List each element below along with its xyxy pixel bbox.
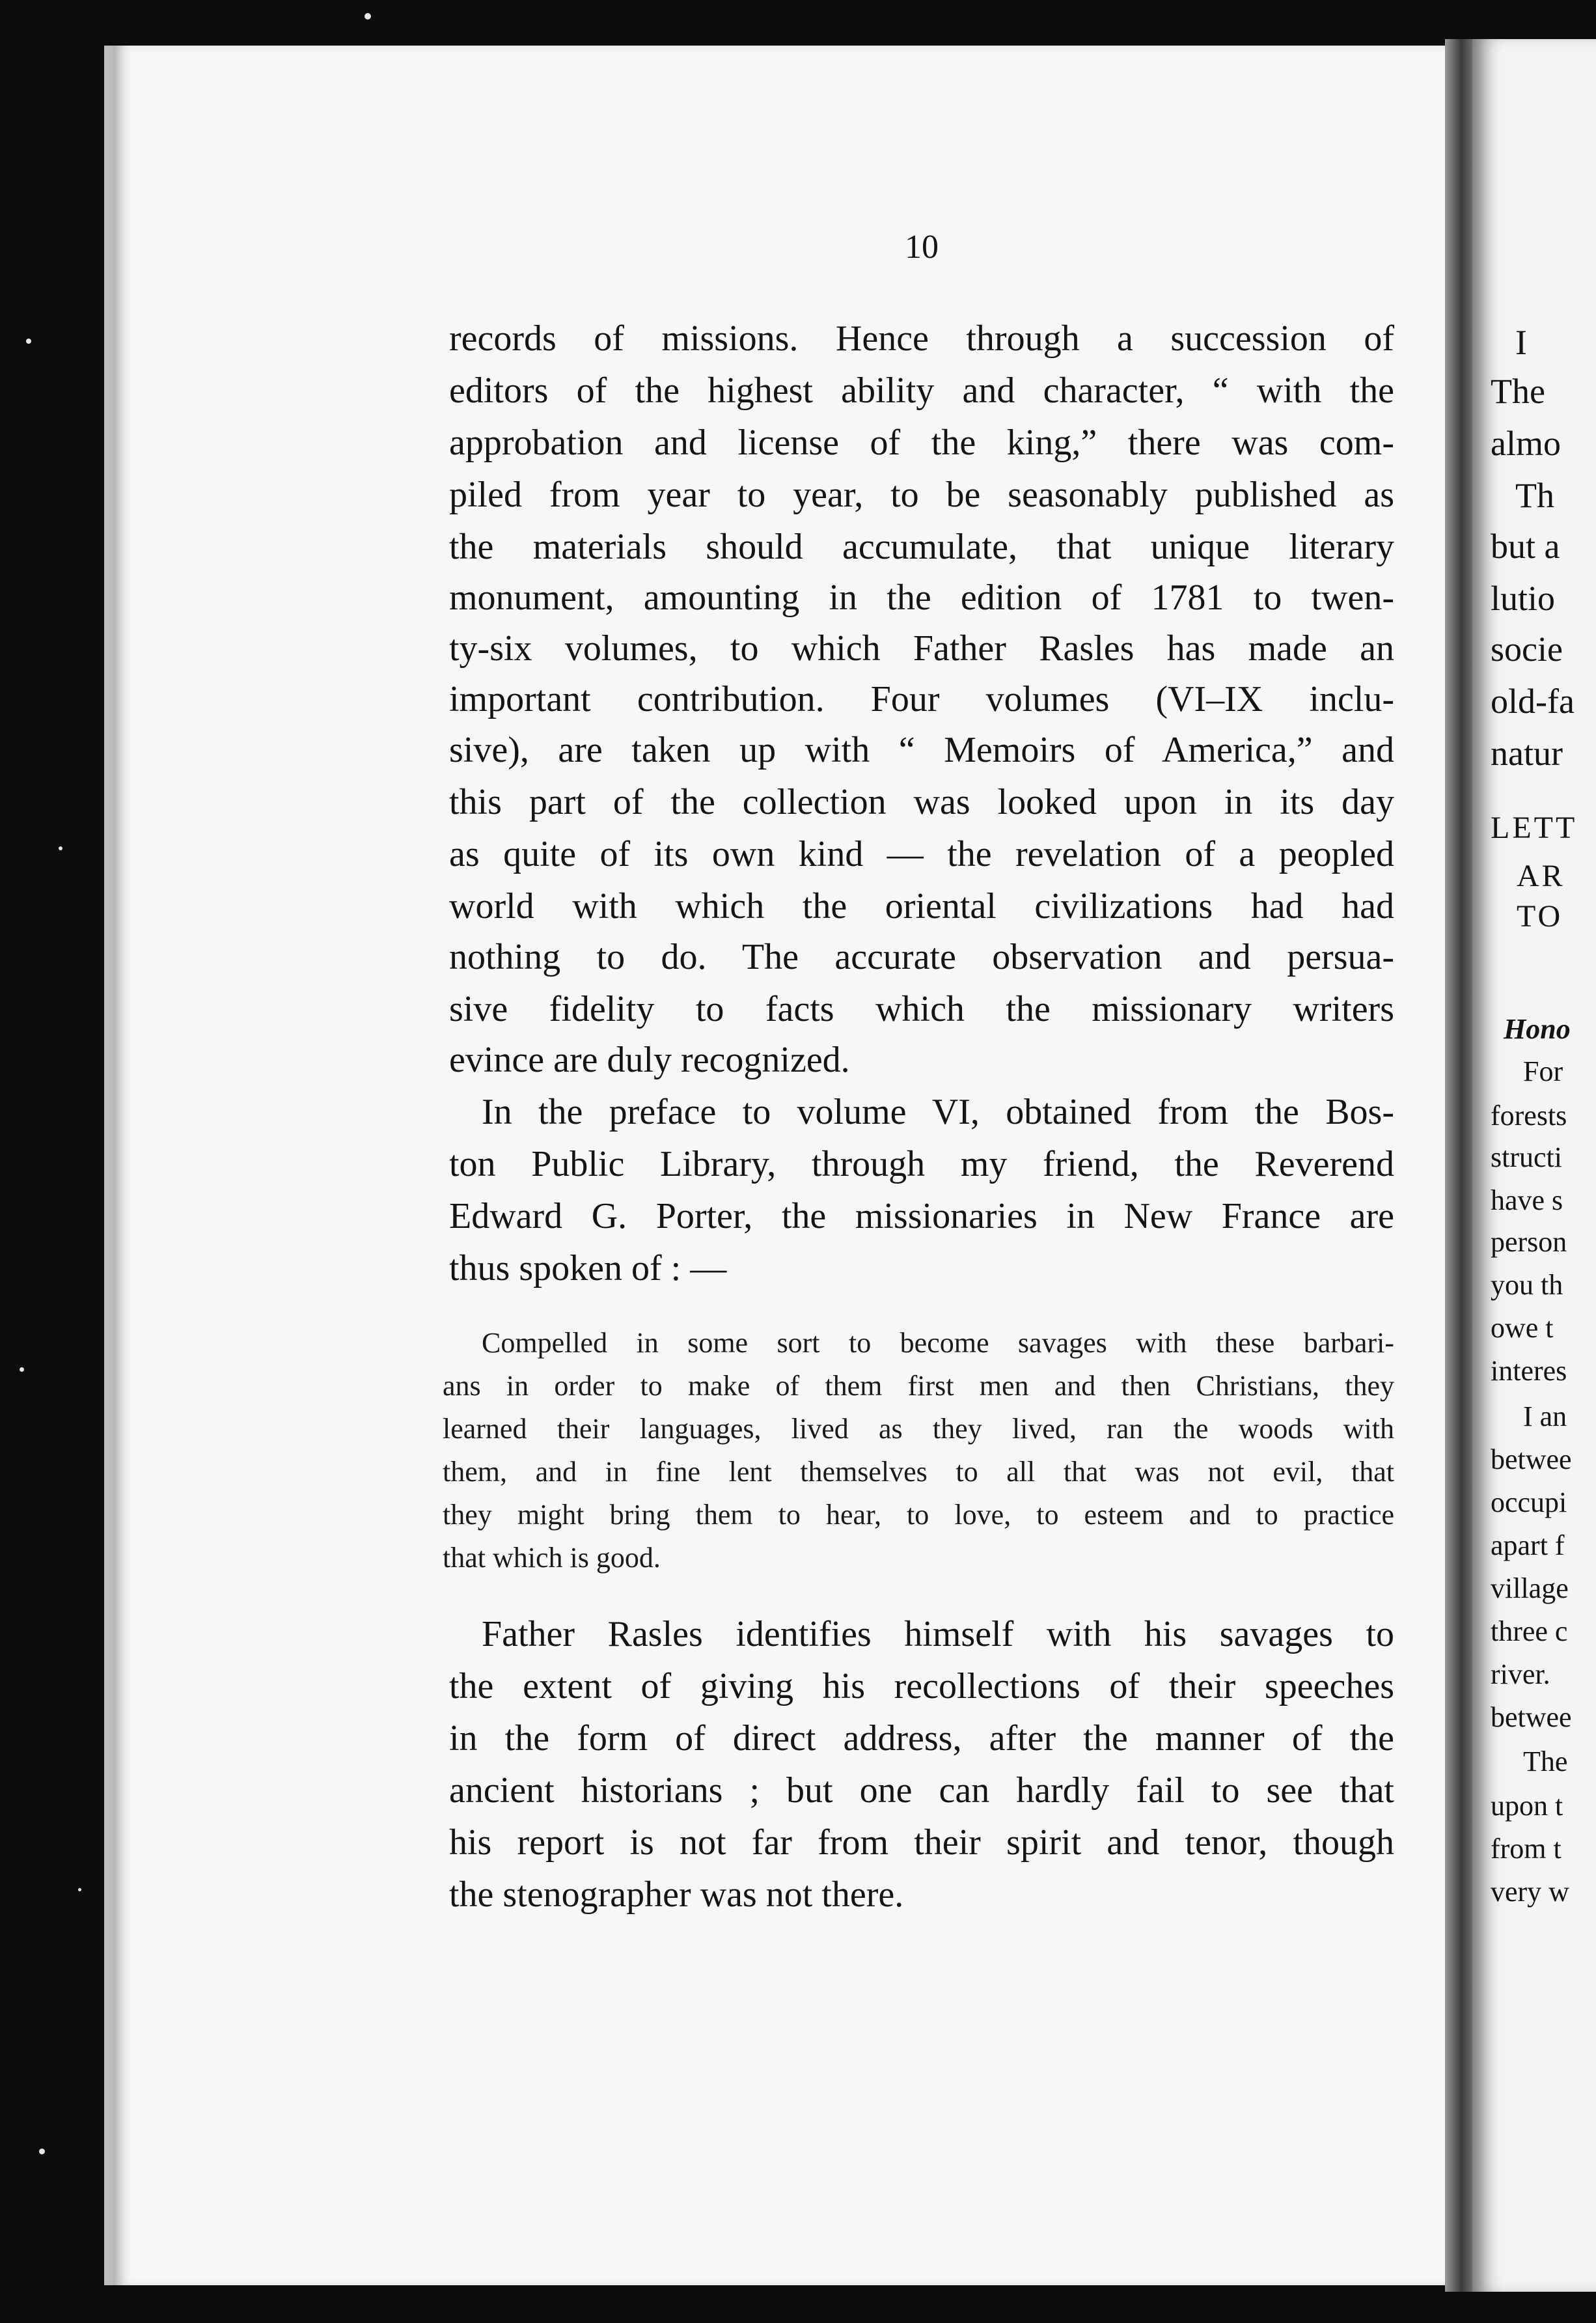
right-page-fragment: betwee bbox=[1491, 1443, 1572, 1475]
right-page-fragment: occupi bbox=[1491, 1486, 1567, 1518]
body-line: world with which the oriental civilizations had had bbox=[449, 886, 1394, 926]
body-line: this part of the collection was looked upon in its day bbox=[449, 782, 1394, 822]
right-page-fragment: Hono bbox=[1504, 1013, 1571, 1045]
body-line: as quite of its own kind — the revelation of a peopled bbox=[449, 834, 1394, 874]
body-line: monument, amounting in the edition of 1781 to twen- bbox=[449, 577, 1394, 618]
right-page-fragment: you th bbox=[1491, 1269, 1563, 1301]
scan-speck bbox=[20, 1367, 24, 1372]
right-page-fragment: but a bbox=[1491, 527, 1560, 566]
right-page-fragment: three c bbox=[1491, 1615, 1568, 1647]
quote-line: them, and in fine lent themselves to all that was not evil, that bbox=[443, 1456, 1394, 1488]
right-page-fragment: old-fa bbox=[1491, 682, 1575, 721]
right-page-fragment: village bbox=[1491, 1572, 1569, 1604]
right-page-fragment: almo bbox=[1491, 424, 1561, 463]
right-page-fragment: betwee bbox=[1491, 1701, 1572, 1733]
body-line: the stenographer was not there. bbox=[449, 1874, 904, 1915]
body-line: editors of the highest ability and character, “ with the bbox=[449, 370, 1394, 411]
right-page-fragment: TO bbox=[1517, 899, 1563, 934]
scan-speck bbox=[39, 2149, 45, 2154]
right-page-fragment: LETT bbox=[1491, 811, 1578, 845]
body-line: approbation and license of the king,” there was com- bbox=[449, 423, 1394, 463]
body-line: Father Rasles identifies himself with his savages to bbox=[482, 1614, 1394, 1654]
body-line: nothing to do. The accurate observation and persua- bbox=[449, 937, 1394, 977]
body-line: in the form of direct address, after the manner of the bbox=[449, 1718, 1394, 1759]
page-number: 10 bbox=[905, 229, 939, 266]
book-gutter bbox=[1445, 39, 1472, 2292]
right-page-fragment: lutio bbox=[1491, 579, 1556, 618]
right-page-fragment: Th bbox=[1515, 476, 1554, 515]
body-line: ton Public Library, through my friend, the Reverend bbox=[449, 1144, 1394, 1184]
body-line: evince are duly recognized. bbox=[449, 1040, 850, 1080]
right-page-fragment: very w bbox=[1491, 1876, 1569, 1908]
right-page-fragment: The bbox=[1523, 1746, 1568, 1777]
quote-line: Compelled in some sort to become savages with these barbari- bbox=[482, 1327, 1394, 1359]
right-page-fragment: river. bbox=[1491, 1658, 1550, 1690]
body-line: sive fidelity to facts which the missionary writers bbox=[449, 989, 1394, 1029]
right-page-fragment: have s bbox=[1491, 1184, 1563, 1216]
body-line: records of missions. Hence through a succession of bbox=[449, 318, 1394, 359]
body-line: piled from year to year, to be seasonably published as bbox=[449, 475, 1394, 515]
quote-line: learned their languages, lived as they lived, ran the woods with bbox=[443, 1413, 1394, 1445]
right-page-fragment: apart f bbox=[1491, 1529, 1565, 1561]
right-page-fragment: natur bbox=[1491, 734, 1563, 773]
right-page-fragment: socie bbox=[1491, 630, 1563, 669]
right-page-fragment: For bbox=[1523, 1055, 1563, 1087]
quote-line: that which is good. bbox=[443, 1542, 661, 1574]
body-line: the materials should accumulate, that unique literary bbox=[449, 527, 1394, 567]
right-page-fragment: AR bbox=[1517, 859, 1565, 893]
body-line: sive), are taken up with “ Memoirs of America,” and bbox=[449, 730, 1394, 770]
right-page-fragment: The bbox=[1491, 372, 1545, 411]
right-page-fragment: interes bbox=[1491, 1355, 1567, 1387]
scan-speck bbox=[59, 846, 62, 850]
right-page-fragment: I bbox=[1515, 323, 1527, 362]
body-line: his report is not far from their spirit and tenor, though bbox=[449, 1822, 1394, 1863]
quote-line: ans in order to make of them first men and then Christians, they bbox=[443, 1370, 1394, 1402]
body-line: thus spoken of : — bbox=[449, 1248, 727, 1288]
right-page-fragment: upon t bbox=[1491, 1790, 1563, 1822]
scan-speck bbox=[365, 13, 371, 20]
body-line: important contribution. Four volumes (VI–IX inclu- bbox=[449, 679, 1394, 719]
body-line: Edward G. Porter, the missionaries in New France are bbox=[449, 1196, 1394, 1236]
scan-speck bbox=[78, 1888, 81, 1891]
right-page-fragment: forests bbox=[1491, 1100, 1567, 1132]
body-line: ancient historians ; but one can hardly fail to see that bbox=[449, 1770, 1394, 1811]
right-page-fragment: from t bbox=[1491, 1833, 1562, 1865]
quote-line: they might bring them to hear, to love, to esteem and to practice bbox=[443, 1499, 1394, 1531]
body-line: In the preface to volume VI, obtained from the Bos- bbox=[482, 1092, 1394, 1132]
right-page-fragment: person bbox=[1491, 1226, 1567, 1258]
right-page-fragment: I an bbox=[1523, 1400, 1567, 1432]
body-line: the extent of giving his recollections of their speeches bbox=[449, 1666, 1394, 1706]
scan-speck bbox=[26, 339, 31, 344]
right-page-fragment: owe t bbox=[1491, 1312, 1554, 1344]
right-page-fragment: structi bbox=[1491, 1141, 1562, 1173]
body-line: ty-six volumes, to which Father Rasles has made an bbox=[449, 628, 1394, 669]
